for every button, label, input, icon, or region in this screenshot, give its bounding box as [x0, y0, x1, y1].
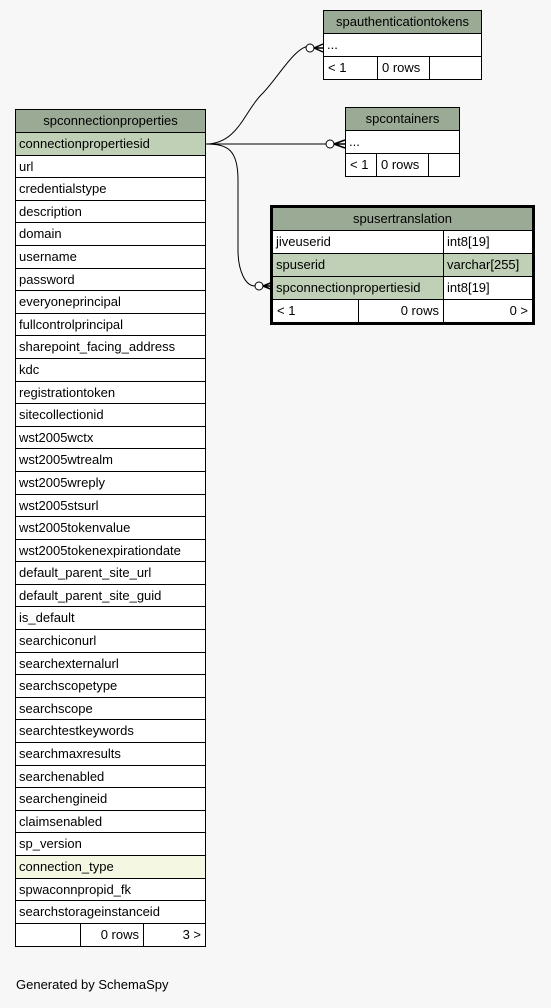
column-row: searchengineid	[16, 788, 205, 811]
column-row: spwaconnpropid_fk	[16, 879, 205, 902]
table-spcontainers[interactable]	[345, 107, 460, 177]
column-row: username	[16, 246, 205, 269]
column-row: credentialstype	[16, 178, 205, 201]
column-name: spconnectionpropertiesid	[273, 277, 444, 299]
table-row: ...	[324, 34, 481, 57]
column-row: wst2005tokenvalue	[16, 517, 205, 540]
table-footer	[324, 57, 481, 79]
table-spconnectionproperties[interactable]	[15, 109, 206, 947]
children-count	[430, 57, 481, 79]
table-row	[273, 277, 532, 300]
column-row: sp_version	[16, 833, 205, 856]
table-header: spusertranslation	[273, 208, 532, 231]
column-row: searchenabled	[16, 766, 205, 789]
link-translation-circle	[255, 282, 263, 290]
children-count: 3 >	[182, 926, 201, 942]
column-row: default_parent_site_guid	[16, 585, 205, 608]
table-header: spauthenticationtokens	[324, 11, 481, 34]
table-spusertranslation[interactable]	[270, 205, 535, 325]
column-name: spuserid	[273, 254, 444, 276]
column-row: everyoneprincipal	[16, 291, 205, 314]
table-spauthenticationtokens[interactable]	[323, 10, 482, 80]
link-auth	[206, 46, 310, 144]
link-translation	[206, 144, 255, 286]
column-row: sitecollectionid	[16, 404, 205, 427]
link-auth-crowfoot	[314, 44, 323, 52]
column-row: wst2005tokenexpirationdate	[16, 540, 205, 563]
table-row	[273, 231, 532, 254]
parents-count: < 1	[273, 300, 359, 322]
column-row: fullcontrolprincipal	[16, 314, 205, 337]
table-header: spcontainers	[346, 108, 459, 131]
link-auth-circle	[306, 44, 314, 52]
column-row: wst2005stsurl	[16, 495, 205, 518]
table-footer	[346, 154, 459, 176]
generated-by-caption: Generated by SchemaSpy	[16, 977, 169, 992]
column-row: searchexternalurl	[16, 653, 205, 676]
column-type: int8[19]	[447, 234, 490, 249]
table-header: spconnectionproperties	[16, 110, 205, 133]
rows-count: 0 rows	[378, 57, 430, 79]
table-row	[273, 254, 532, 277]
column-row: registrationtoken	[16, 382, 205, 405]
table-footer	[273, 300, 532, 322]
rows-count: 0 rows	[81, 924, 144, 946]
table-footer	[16, 924, 205, 946]
column-row: default_parent_site_url	[16, 562, 205, 585]
column-row: kdc	[16, 359, 205, 382]
column-row: searchscopetype	[16, 675, 205, 698]
column-type: varchar[255]	[447, 257, 520, 272]
column-row: searchiconurl	[16, 630, 205, 653]
column-row: connectionpropertiesid	[16, 133, 205, 156]
column-row: searchstorageinstanceid	[16, 901, 205, 924]
parents-count	[16, 924, 81, 946]
column-row: wst2005wreply	[16, 472, 205, 495]
rows-count: 0 rows	[359, 300, 444, 322]
column-type: int8[19]	[444, 277, 532, 299]
children-count: 0 >	[509, 303, 528, 318]
column-name: jiveuserid	[273, 231, 444, 253]
rows-count: 0 rows	[377, 154, 429, 176]
column-row: searchscope	[16, 698, 205, 721]
column-row: description	[16, 201, 205, 224]
link-containers-crowfoot	[334, 140, 345, 148]
link-containers-circle	[326, 140, 334, 148]
column-row: searchmaxresults	[16, 743, 205, 766]
column-row: is_default	[16, 607, 205, 630]
column-row: searchtestkeywords	[16, 720, 205, 743]
column-row: wst2005wctx	[16, 427, 205, 450]
parents-count: < 1	[324, 57, 378, 79]
column-row: connection_type	[16, 856, 205, 879]
children-count	[429, 154, 459, 176]
column-row: claimsenabled	[16, 811, 205, 834]
column-row: sharepoint_facing_address	[16, 336, 205, 359]
column-row: wst2005wtrealm	[16, 449, 205, 472]
column-list	[16, 133, 205, 924]
table-row: ...	[346, 131, 459, 154]
parents-count: < 1	[346, 154, 377, 176]
column-row: password	[16, 269, 205, 292]
column-row: domain	[16, 223, 205, 246]
column-row: url	[16, 156, 205, 179]
